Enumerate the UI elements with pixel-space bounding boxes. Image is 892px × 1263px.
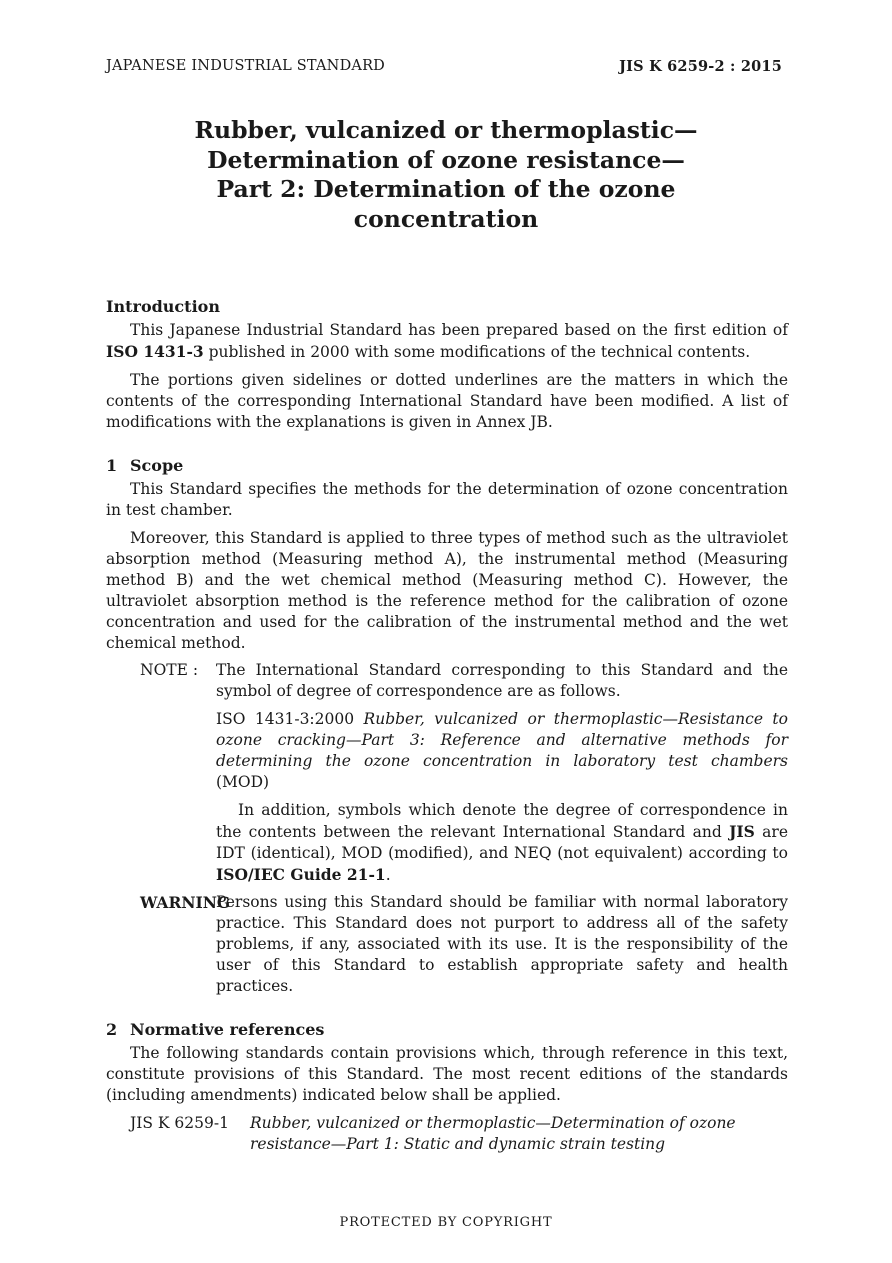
normative-paragraph: The following standards contain provisions which, through reference in this text, constitute provisions of this Standard. The most recent editions of the standards (including amendments) indicated below shall be applied. xyxy=(106,1044,788,1104)
section-number: 2 xyxy=(106,1020,118,1039)
document-body xyxy=(106,296,788,1155)
reference-title: Rubber, vulcanized or thermoplastic—Resistance to ozone cracking—Part 3: Reference and alternative methods for determining the ozone concentration in laboratory test chambers xyxy=(216,710,788,770)
text-run: published in 2000 with some modifications of the technical contents. xyxy=(203,343,751,361)
reference-suffix: (MOD) xyxy=(216,773,270,791)
section-number: 1 xyxy=(106,456,118,475)
introduction-paragraph xyxy=(106,320,788,363)
warning-block xyxy=(106,892,788,997)
text-run-bold: ISO/IEC Guide 21-1 xyxy=(216,865,386,884)
reference-entry xyxy=(106,1113,788,1155)
normative-heading xyxy=(106,1019,788,1040)
note-body xyxy=(216,660,788,886)
scope-heading xyxy=(106,455,788,476)
note-reference xyxy=(216,709,788,793)
scope-paragraph: This Standard specifies the methods for the determination of ozone concentration in test chamber. xyxy=(106,480,788,519)
note-paragraph: The International Standard corresponding to this Standard and the symbol of degree of correspondence are as follows. xyxy=(216,661,788,700)
warning-body xyxy=(216,892,788,997)
introduction-paragraph: The portions given sidelines or dotted underlines are the matters in which the contents of the corresponding International Standard have been modified. A list of modifications with the explanations is given in Annex JB. xyxy=(106,371,788,431)
introduction-heading: Introduction xyxy=(106,297,220,316)
note-paragraph xyxy=(216,800,788,886)
warning-text: Persons using this Standard should be familiar with normal laboratory practice. This Standard does not purport to address all of the safety problems, if any, associated with its use. It is the responsibility of the user of this Standard to establish appropriate safety and health practices. xyxy=(216,893,788,995)
text-run: are IDT (identical), MOD (modified), and NEQ (not equivalent) according to xyxy=(216,823,788,862)
title-line: Determination of ozone resistance— xyxy=(207,145,685,174)
title-line: concentration xyxy=(353,204,539,233)
reference-title: Rubber, vulcanized or thermoplastic—Determination of ozone resistance—Part 1: Static and dynamic strain testing xyxy=(250,1114,736,1153)
text-run: This Japanese Industrial Standard has been prepared based on the first edition of xyxy=(130,321,788,339)
title-line: Rubber, vulcanized or thermoplastic— xyxy=(194,116,698,144)
iso-reference: ISO 1431-3 xyxy=(106,342,204,361)
text-run-bold: JIS xyxy=(729,822,755,841)
warning-label: WARNING xyxy=(140,893,231,912)
section-title: Scope xyxy=(130,456,184,475)
header-standard-number: JIS K 6259-2 : 2015 xyxy=(619,58,782,75)
header-standard-type: JAPANESE INDUSTRIAL STANDARD xyxy=(106,58,386,74)
title-line: Part 2: Determination of the ozone xyxy=(216,175,676,203)
section-title: Normative references xyxy=(130,1020,325,1039)
text-run: . xyxy=(385,866,391,884)
copyright-footer: PROTECTED BY COPYRIGHT xyxy=(339,1215,553,1230)
scope-paragraph: Moreover, this Standard is applied to three types of method such as the ultraviolet absorption method (Measuring method A), the instrumental method (Measuring method B) and the wet chemical method (Measuring method C). However, the ultraviolet absorption method is the reference method for the calibration of ozone concentration and used for the calibration of the instrumental method and the wet chemical method. xyxy=(106,529,788,652)
note-label: NOTE : xyxy=(140,661,199,679)
document-title xyxy=(106,116,786,234)
reference-code: JIS K 6259-1 xyxy=(130,1114,229,1132)
reference-code: ISO 1431-3:2000 xyxy=(216,710,364,728)
text-run: In addition, symbols which denote the degree of correspondence in the contents between the relevant International Standard and xyxy=(216,801,788,841)
note-block xyxy=(106,660,788,886)
